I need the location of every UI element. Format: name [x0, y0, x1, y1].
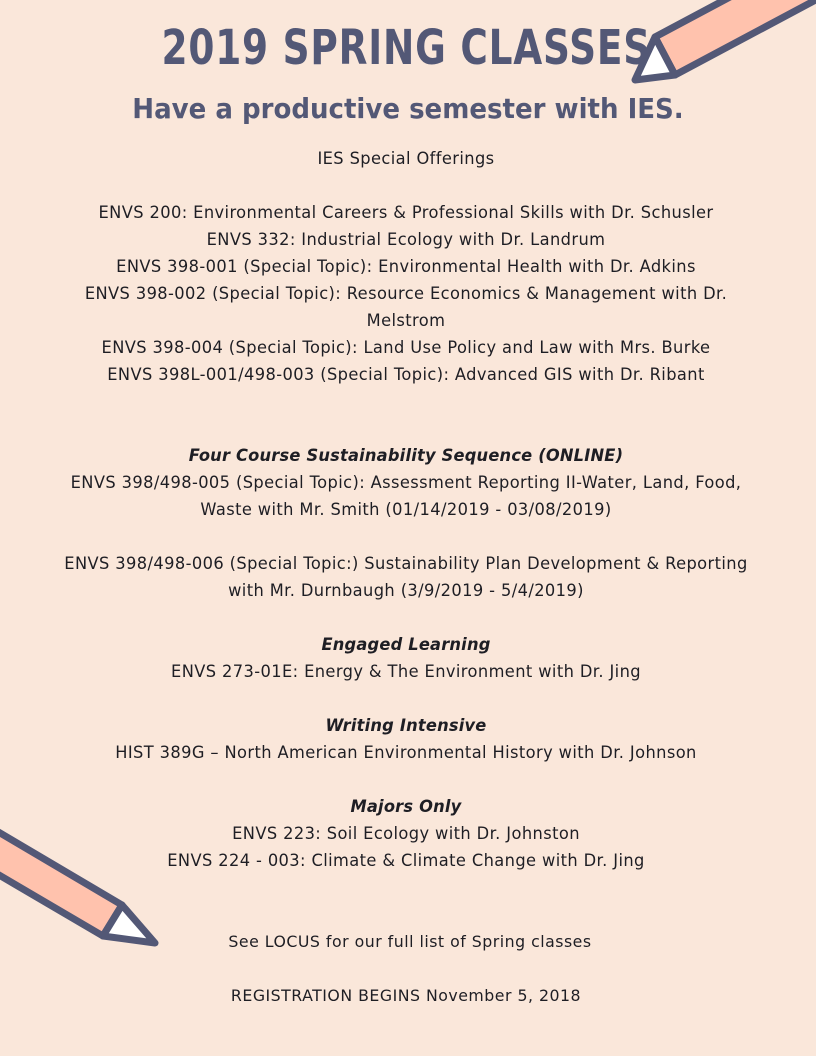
course-line: ENVS 273-01E: Energy & The Environment with Dr. Jing — [171, 662, 641, 681]
course-line: ENVS 398/498-005 (Special Topic): Assessment Reporting II-Water, Land, Food, — [70, 473, 742, 492]
course-line: ENVS 332: Industrial Ecology with Dr. Landrum — [206, 230, 606, 249]
sustainability-heading: Four Course Sustainability Sequence (ONLINE) — [188, 446, 624, 465]
special-offerings-heading: IES Special Offerings — [317, 149, 495, 168]
course-line: with Mr. Durnbaugh (3/9/2019 - 5/4/2019) — [228, 581, 584, 600]
course-line: Melstrom — [366, 311, 446, 330]
engaged-learning-heading: Engaged Learning — [321, 635, 491, 654]
course-line: ENVS 398-001 (Special Topic): Environmental Health with Dr. Adkins — [116, 257, 696, 276]
locus-note: See LOCUS for our full list of Spring classes — [228, 932, 592, 951]
writing-intensive-heading: Writing Intensive — [325, 716, 487, 735]
course-line: ENVS 398-004 (Special Topic): Land Use Policy and Law with Mrs. Burke — [101, 338, 711, 357]
course-line: ENVS 398/498-006 (Special Topic:) Sustainability Plan Development & Reporting — [64, 554, 748, 573]
course-line: ENVS 398L-001/498-003 (Special Topic): Advanced GIS with Dr. Ribant — [107, 365, 705, 384]
majors-only-heading: Majors Only — [350, 797, 462, 816]
course-line: ENVS 224 - 003: Climate & Climate Change with Dr. Jing — [167, 851, 645, 870]
page-subtitle: Have a productive semester with IES. — [132, 92, 684, 125]
course-line: Waste with Mr. Smith (01/14/2019 - 03/08/2019) — [200, 500, 612, 519]
course-line: ENVS 200: Environmental Careers & Professional Skills with Dr. Schusler — [98, 203, 714, 222]
course-line: ENVS 223: Soil Ecology with Dr. Johnston — [232, 824, 580, 843]
registration-note: REGISTRATION BEGINS November 5, 2018 — [230, 986, 582, 1005]
page-title: 2019 SPRING CLASSES — [161, 20, 651, 76]
course-line: HIST 389G – North American Environmental History with Dr. Johnson — [115, 743, 697, 762]
course-line: ENVS 398-002 (Special Topic): Resource Economics & Management with Dr. — [84, 284, 728, 303]
